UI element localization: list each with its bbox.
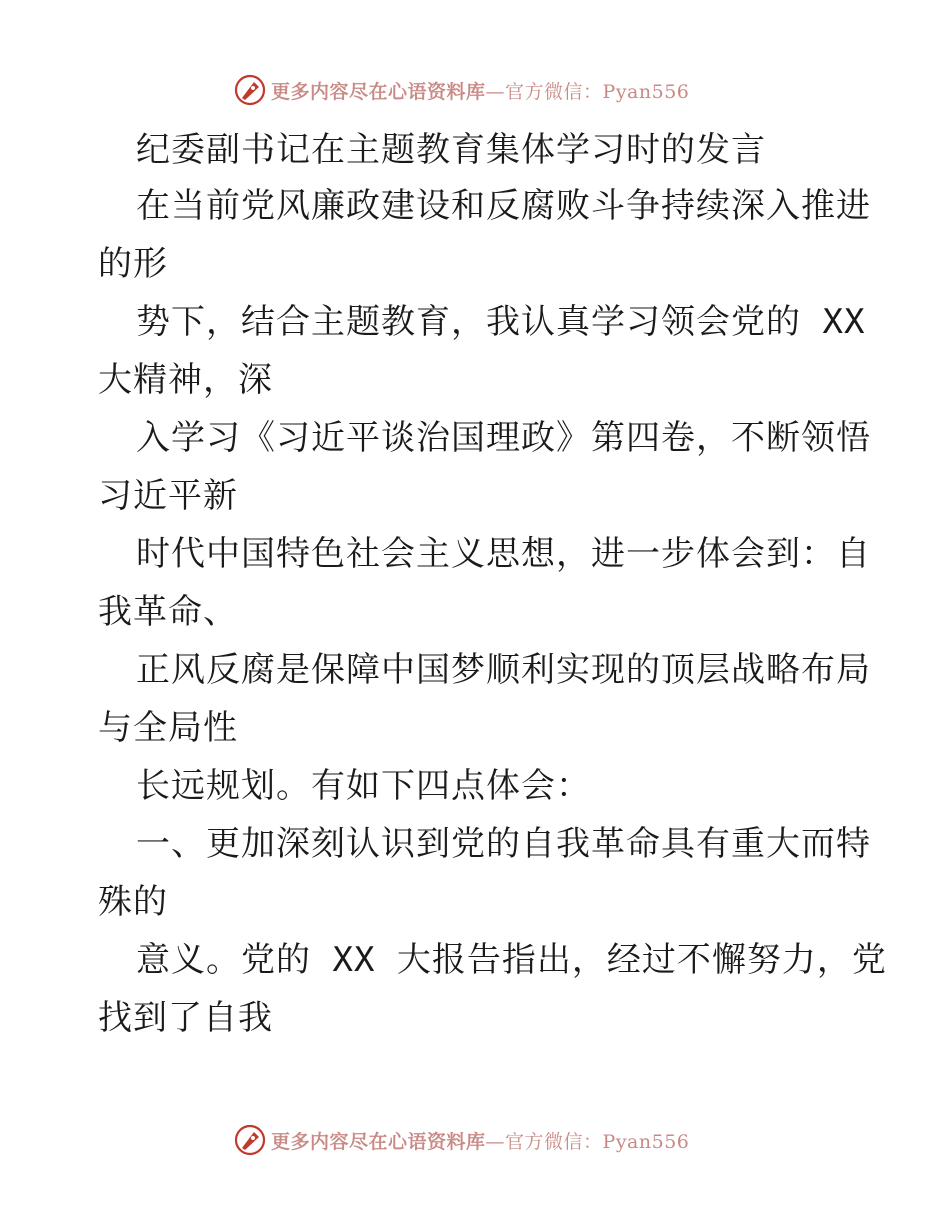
text-line: 势下，结合主题教育，我认真学习领会党的 XX: [136, 302, 866, 342]
text-line: 找到了自我: [98, 998, 273, 1038]
text-line: 我革命、: [98, 592, 238, 632]
text-line: 入学习《习近平谈治国理政》第四卷，不断领悟: [136, 418, 871, 458]
section-heading: 一、更加深刻认识到党的自我革命具有重大而特: [136, 824, 871, 864]
pen-nib-logo-icon: [233, 73, 267, 107]
text-line: 时代中国特色社会主义思想，进一步体会到：自: [136, 534, 871, 574]
banner-account: Pyan556: [602, 80, 690, 103]
text-line: 意义。党的 XX 大报告指出，经过不懈努力，党: [136, 940, 887, 980]
banner-account: Pyan556: [602, 1130, 690, 1153]
text-line: 习近平新: [98, 476, 238, 516]
text-line: 的形: [98, 244, 168, 284]
banner-site-name: 更多内容尽在心语资料库: [271, 1130, 486, 1153]
banner-dash: —: [485, 1130, 506, 1153]
document-title: 纪委副书记在主题教育集体学习时的发言: [136, 130, 766, 170]
banner-wechat-label: 官方微信：: [505, 1130, 603, 1153]
text-line: 正风反腐是保障中国梦顺利实现的顶层战略布局: [136, 650, 871, 690]
banner-site-name: 更多内容尽在心语资料库: [271, 80, 486, 103]
header-banner: [233, 70, 793, 110]
text-line: 大精神，深: [98, 360, 273, 400]
text-line: 殊的: [98, 882, 168, 922]
banner-wechat-label: 官方微信：: [505, 80, 603, 103]
banner-text: [271, 77, 689, 104]
text-line: 长远规划。有如下四点体会：: [136, 766, 591, 806]
text-line: 在当前党风廉政建设和反腐败斗争持续深入推进: [136, 186, 871, 226]
pen-nib-logo-icon: [233, 1123, 267, 1157]
text-line: 与全局性: [98, 708, 238, 748]
footer-banner: [233, 1120, 793, 1160]
banner-text: [271, 1127, 689, 1154]
banner-dash: —: [485, 80, 506, 103]
